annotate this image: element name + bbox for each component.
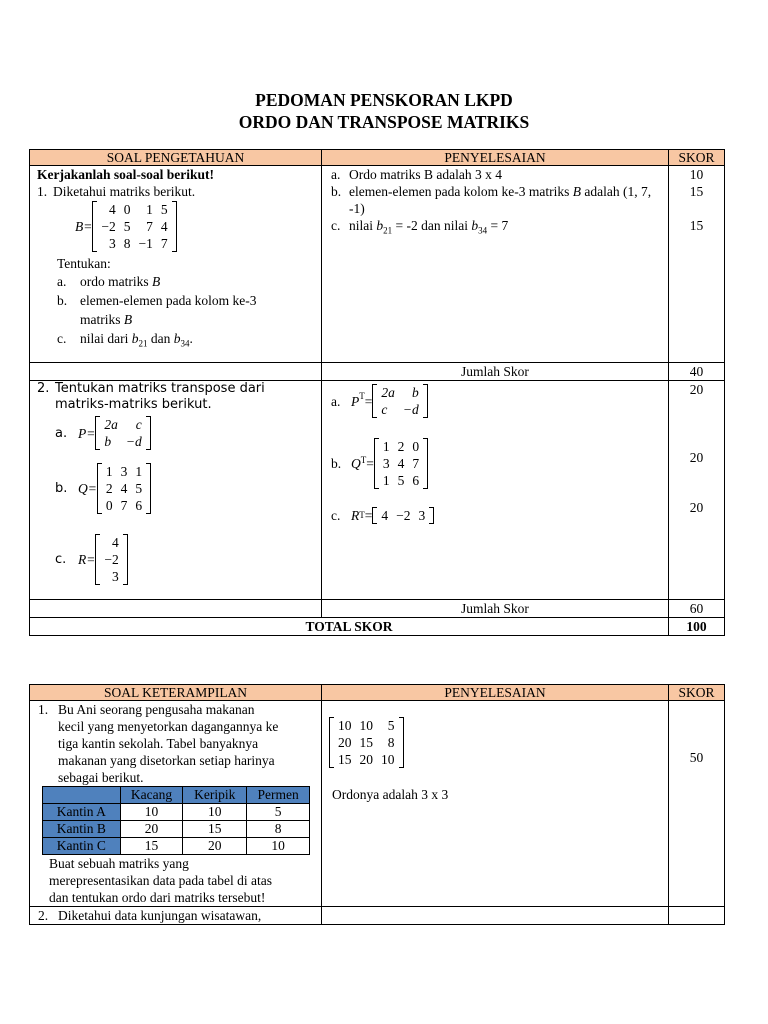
q2-text-line2: matriks-matriks berikut.	[55, 397, 212, 412]
tentukan-label: Tentukan:	[57, 256, 111, 271]
score-1b: 15	[689, 184, 704, 199]
table-row: Kantin C 15 20 10	[43, 838, 310, 855]
matrix-b: B= 4 0 1 5 −2 5 7 4 3 8 −1 7	[75, 201, 316, 252]
matrix-p: a. P= 2a c b −d	[55, 416, 316, 450]
score-1a: 10	[689, 167, 704, 182]
total-row	[30, 618, 725, 636]
matrix-q: b. Q= 1 3 1 2 4 5 0 7 6	[55, 463, 316, 514]
answer-q-transpose: b. Q $^T$ = 1 2 0 3 4 7 1 5 6	[331, 438, 663, 489]
jumlah-row-2	[30, 600, 725, 618]
score-1c: 15	[689, 218, 704, 233]
answer-1a: Ordo matriks B adalah 3 x 4	[349, 167, 502, 182]
jumlah-label-2: Jumlah Skor	[322, 600, 669, 618]
matrix-r: c. R= 4 −2 3	[55, 534, 316, 585]
answer-1b: elemen-elemen pada kolom ke-3 matriks B adalah (1, 7, -1)	[349, 184, 652, 216]
q1-item-c: nilai dari $b_{21}$ dan $b_{34}$.	[80, 331, 193, 349]
instruction: Kerjakanlah soal-soal berikut!	[37, 167, 215, 182]
table-row: Kantin B 20 15 8	[43, 821, 310, 838]
q1-item-b: elemen-elemen pada kolom ke-3 matriks B	[80, 293, 257, 327]
scoring-table-skills	[29, 684, 725, 925]
score-2a: 20	[689, 382, 704, 397]
header2-skor: SKOR	[669, 685, 725, 701]
matrix-b-label: B=	[75, 219, 93, 234]
answer-matrix-skill: 10 10 5 20 15 8 15 20 10	[329, 717, 663, 768]
jumlah-label-1: Jumlah Skor	[322, 363, 669, 381]
header-soal: SOAL PENGETAHUAN	[30, 150, 322, 166]
q1-text: Diketahui matriks berikut.	[53, 184, 196, 199]
q2-skill-text: Diketahui data kunjungan wisatawan,	[58, 908, 262, 923]
answer-p-transpose: a. P $^T$ = 2a b c −d	[331, 384, 663, 418]
answer-ordo-text: Ordonya adalah 3 x 3	[332, 787, 449, 802]
score-skill-1: 50	[689, 750, 704, 765]
skill-question-row-2: 2. Diketahui data kunjungan wisatawan,	[30, 907, 725, 925]
jumlah-value-2: 60	[669, 600, 725, 618]
answer-1c: nilai $b_{21} = -2$ dan nilai $b_{34} = 7$	[349, 218, 509, 236]
q1-item-a: ordo matriks B	[80, 274, 161, 289]
score-2c: 20	[689, 500, 704, 515]
score-2b: 20	[689, 450, 704, 465]
question-row-1: Kerjakanlah soal-soal berikut! 1. Diketahui matriks berikut. B= 4 0 1 5 −2 5 7 4 3 8 −1 7 Tentukan: a. ordo matriks B b. elemen-elemen pada kolom ke-3 matriks B c. nilai dari $b_{21}$ dan $b_{34}$. a. Ordo matriks B adalah 3 x 4 b. elemen-elemen pada kolom ke-3 matriks B adalah (1, 7, -1) c. nilai $b_{21} = -2$ dan nilai $b_{34} = 7$ 10 15 15	[30, 166, 725, 363]
scoring-table-knowledge	[29, 149, 725, 636]
data-table: Kacang Keripik Permen Kantin A 10 10 5 Kantin B 20 15 8 Kantin C 15 20 10	[42, 786, 310, 855]
table-header-row	[30, 150, 725, 166]
header2-soal: SOAL KETERAMPILAN	[30, 685, 322, 701]
header-skor: SKOR	[669, 150, 725, 166]
header-penyelesaian: PENYELESAIAN	[322, 150, 669, 166]
jumlah-row-1	[30, 363, 725, 381]
page-title-line1: PEDOMAN PENSKORAN LKPD	[255, 90, 513, 110]
jumlah-value-1: 40	[669, 363, 725, 381]
question-row-2: 2. Tentukan matriks transpose dari matriks-matriks berikut. a. P= 2a c b −d b. Q= 1 3 1 2 4 5 0 7 6 c. R= 4 −2 3 a. P $^T$ = 2a b c −d b. Q $^T$ = 1 2 0 3 4 7 1 5 6 c. R T = 4 −2 3 20 20 20	[30, 381, 725, 600]
total-value: 100	[669, 618, 725, 636]
skill-question-row-1: 1. Bu Ani seorang pengusaha makanan kecil yang menyetorkan dagangannya ke tiga kantin sekolah. Tabel banyaknya makanan yang disetorkan setiap harinya sebagai berikut. Kacang Keripik Permen Kantin A 10 10 5 Kantin B 20 15 8 Kantin C 15 20 10 Buat sebuah matriks yang merepresentasikan data pada tabel di atas dan tentukan ordo dari matriks tersebut! 10 10 5 20 15 8 15 20 10 Ordonya adalah 3 x 3 50	[30, 701, 725, 907]
q1-number: 1.	[37, 184, 48, 199]
q2-text-line1: Tentukan matriks transpose dari	[55, 381, 265, 396]
table-row: Kantin A 10 10 5	[43, 804, 310, 821]
header2-penyelesaian: PENYELESAIAN	[322, 685, 669, 701]
page-title-line2: ORDO DAN TRANSPOSE MATRIKS	[238, 112, 530, 132]
total-label: TOTAL SKOR	[30, 618, 669, 636]
answer-r-transpose: c. R T = 4 −2 3	[331, 507, 663, 524]
table2-header-row	[30, 685, 725, 701]
